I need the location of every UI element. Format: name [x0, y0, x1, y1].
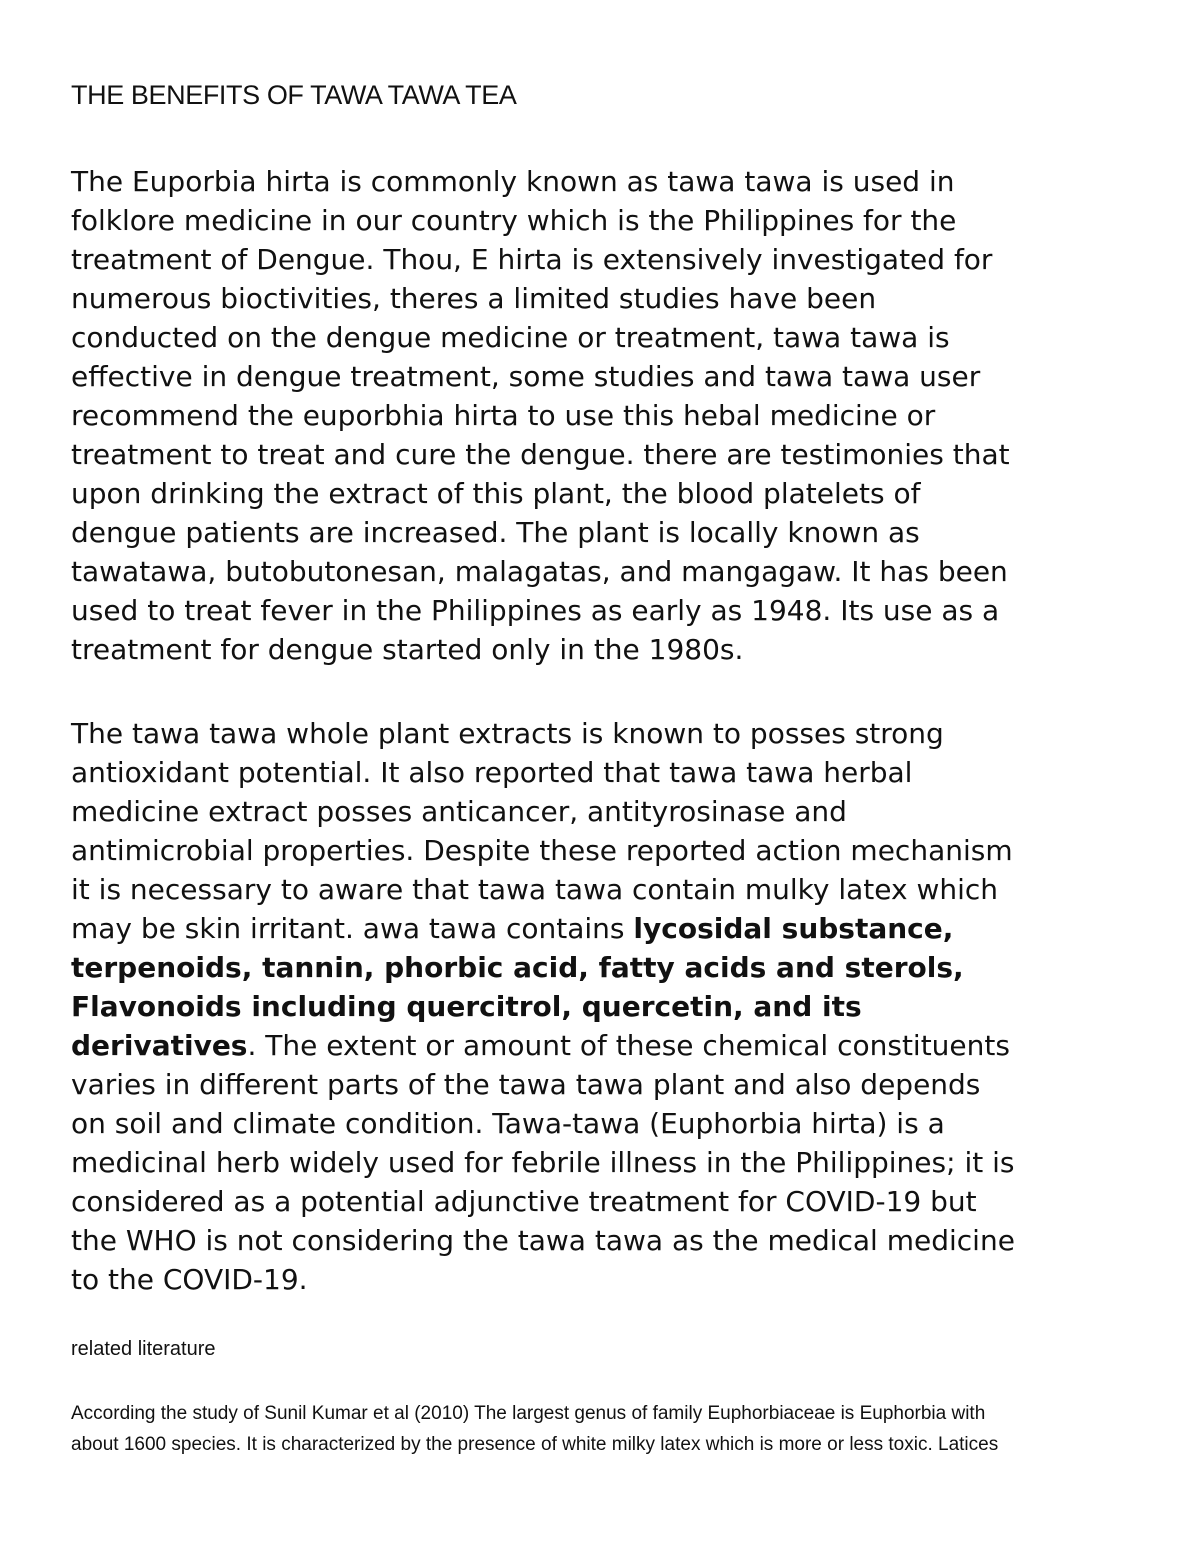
paragraph-line: The Euporbia hirta is commonly known as tawa tawa is used in	[71, 165, 955, 198]
bold-constituents-text: lycosidal substance,	[633, 912, 954, 945]
document-title: THE BENEFITS OF TAWA TAWA TEA	[71, 80, 517, 110]
paragraph-line: varies in different parts of the tawa tawa plant and also depends	[71, 1068, 981, 1101]
paragraph-line-mixed	[71, 909, 1141, 948]
paragraph-line: considered as a potential adjunctive treatment for COVID-19 but	[71, 1185, 977, 1218]
bold-constituents-text: Flavonoids including quercitrol, quercetin, and its	[71, 990, 862, 1023]
paragraph-line: conducted on the dengue medicine or treatment, tawa tawa is	[71, 321, 950, 354]
paragraph-line: The tawa tawa whole plant extracts is known to posses strong	[71, 717, 944, 750]
related-literature-heading: related literature	[71, 1338, 216, 1360]
paragraph-line: treatment to treat and cure the dengue. there are testimonies that	[71, 438, 1010, 471]
related-literature-paragraph	[71, 1398, 1151, 1460]
paragraph-line: medicine extract posses anticancer, antityrosinase and	[71, 795, 847, 828]
paragraph-line: folklore medicine in our country which is the Philippines for the	[71, 204, 957, 237]
paragraph-text: may be skin irritant. awa tawa contains	[71, 912, 634, 945]
paragraph-dengue-treatment	[71, 162, 1141, 669]
paragraph-line: treatment for dengue started only in the 1980s.	[71, 633, 744, 666]
bold-constituents-text: terpenoids, tannin, phorbic acid, fatty acids and sterols,	[71, 951, 964, 984]
paragraph-line: According the study of Sunil Kumar et al (2010) The largest genus of family Euphorbiaceae is Euphorbia with	[71, 1403, 986, 1424]
bold-constituents-text: derivatives	[71, 1029, 248, 1062]
paragraph-line: medicinal herb widely used for febrile illness in the Philippines; it is	[71, 1146, 1015, 1179]
paragraph-text: . The extent or amount of these chemical constituents	[247, 1029, 1010, 1062]
paragraph-line: on soil and climate condition. Tawa-tawa (Euphorbia hirta) is a	[71, 1107, 945, 1140]
paragraph-line: to the COVID-19.	[71, 1263, 308, 1296]
paragraph-line: effective in dengue treatment, some studies and tawa tawa user	[71, 360, 981, 393]
paragraph-line: antioxidant potential. It also reported that tawa tawa herbal	[71, 756, 913, 789]
paragraph-line: dengue patients are increased. The plant is locally known as	[71, 516, 920, 549]
paragraph-plant-properties	[71, 714, 1141, 1299]
paragraph-line: about 1600 species. It is characterized by the presence of white milky latex which is more or less toxic. Latices	[71, 1434, 999, 1455]
paragraph-line-mixed	[71, 1026, 1141, 1065]
paragraph-line: treatment of Dengue. Thou, E hirta is extensively investigated for	[71, 243, 993, 276]
paragraph-line: tawatawa, butobutonesan, malagatas, and mangagaw. It has been	[71, 555, 1008, 588]
paragraph-line: upon drinking the extract of this plant, the blood platelets of	[71, 477, 921, 510]
paragraph-line: antimicrobial properties. Despite these reported action mechanism	[71, 834, 1013, 867]
paragraph-line: used to treat fever in the Philippines as early as 1948. Its use as a	[71, 594, 1000, 627]
paragraph-line: numerous bioctivities, theres a limited studies have been	[71, 282, 877, 315]
paragraph-line: recommend the euporbhia hirta to use this hebal medicine or	[71, 399, 936, 432]
paragraph-line: it is necessary to aware that tawa tawa contain mulky latex which	[71, 873, 999, 906]
paragraph-line: the WHO is not considering the tawa tawa as the medical medicine	[71, 1224, 1015, 1257]
